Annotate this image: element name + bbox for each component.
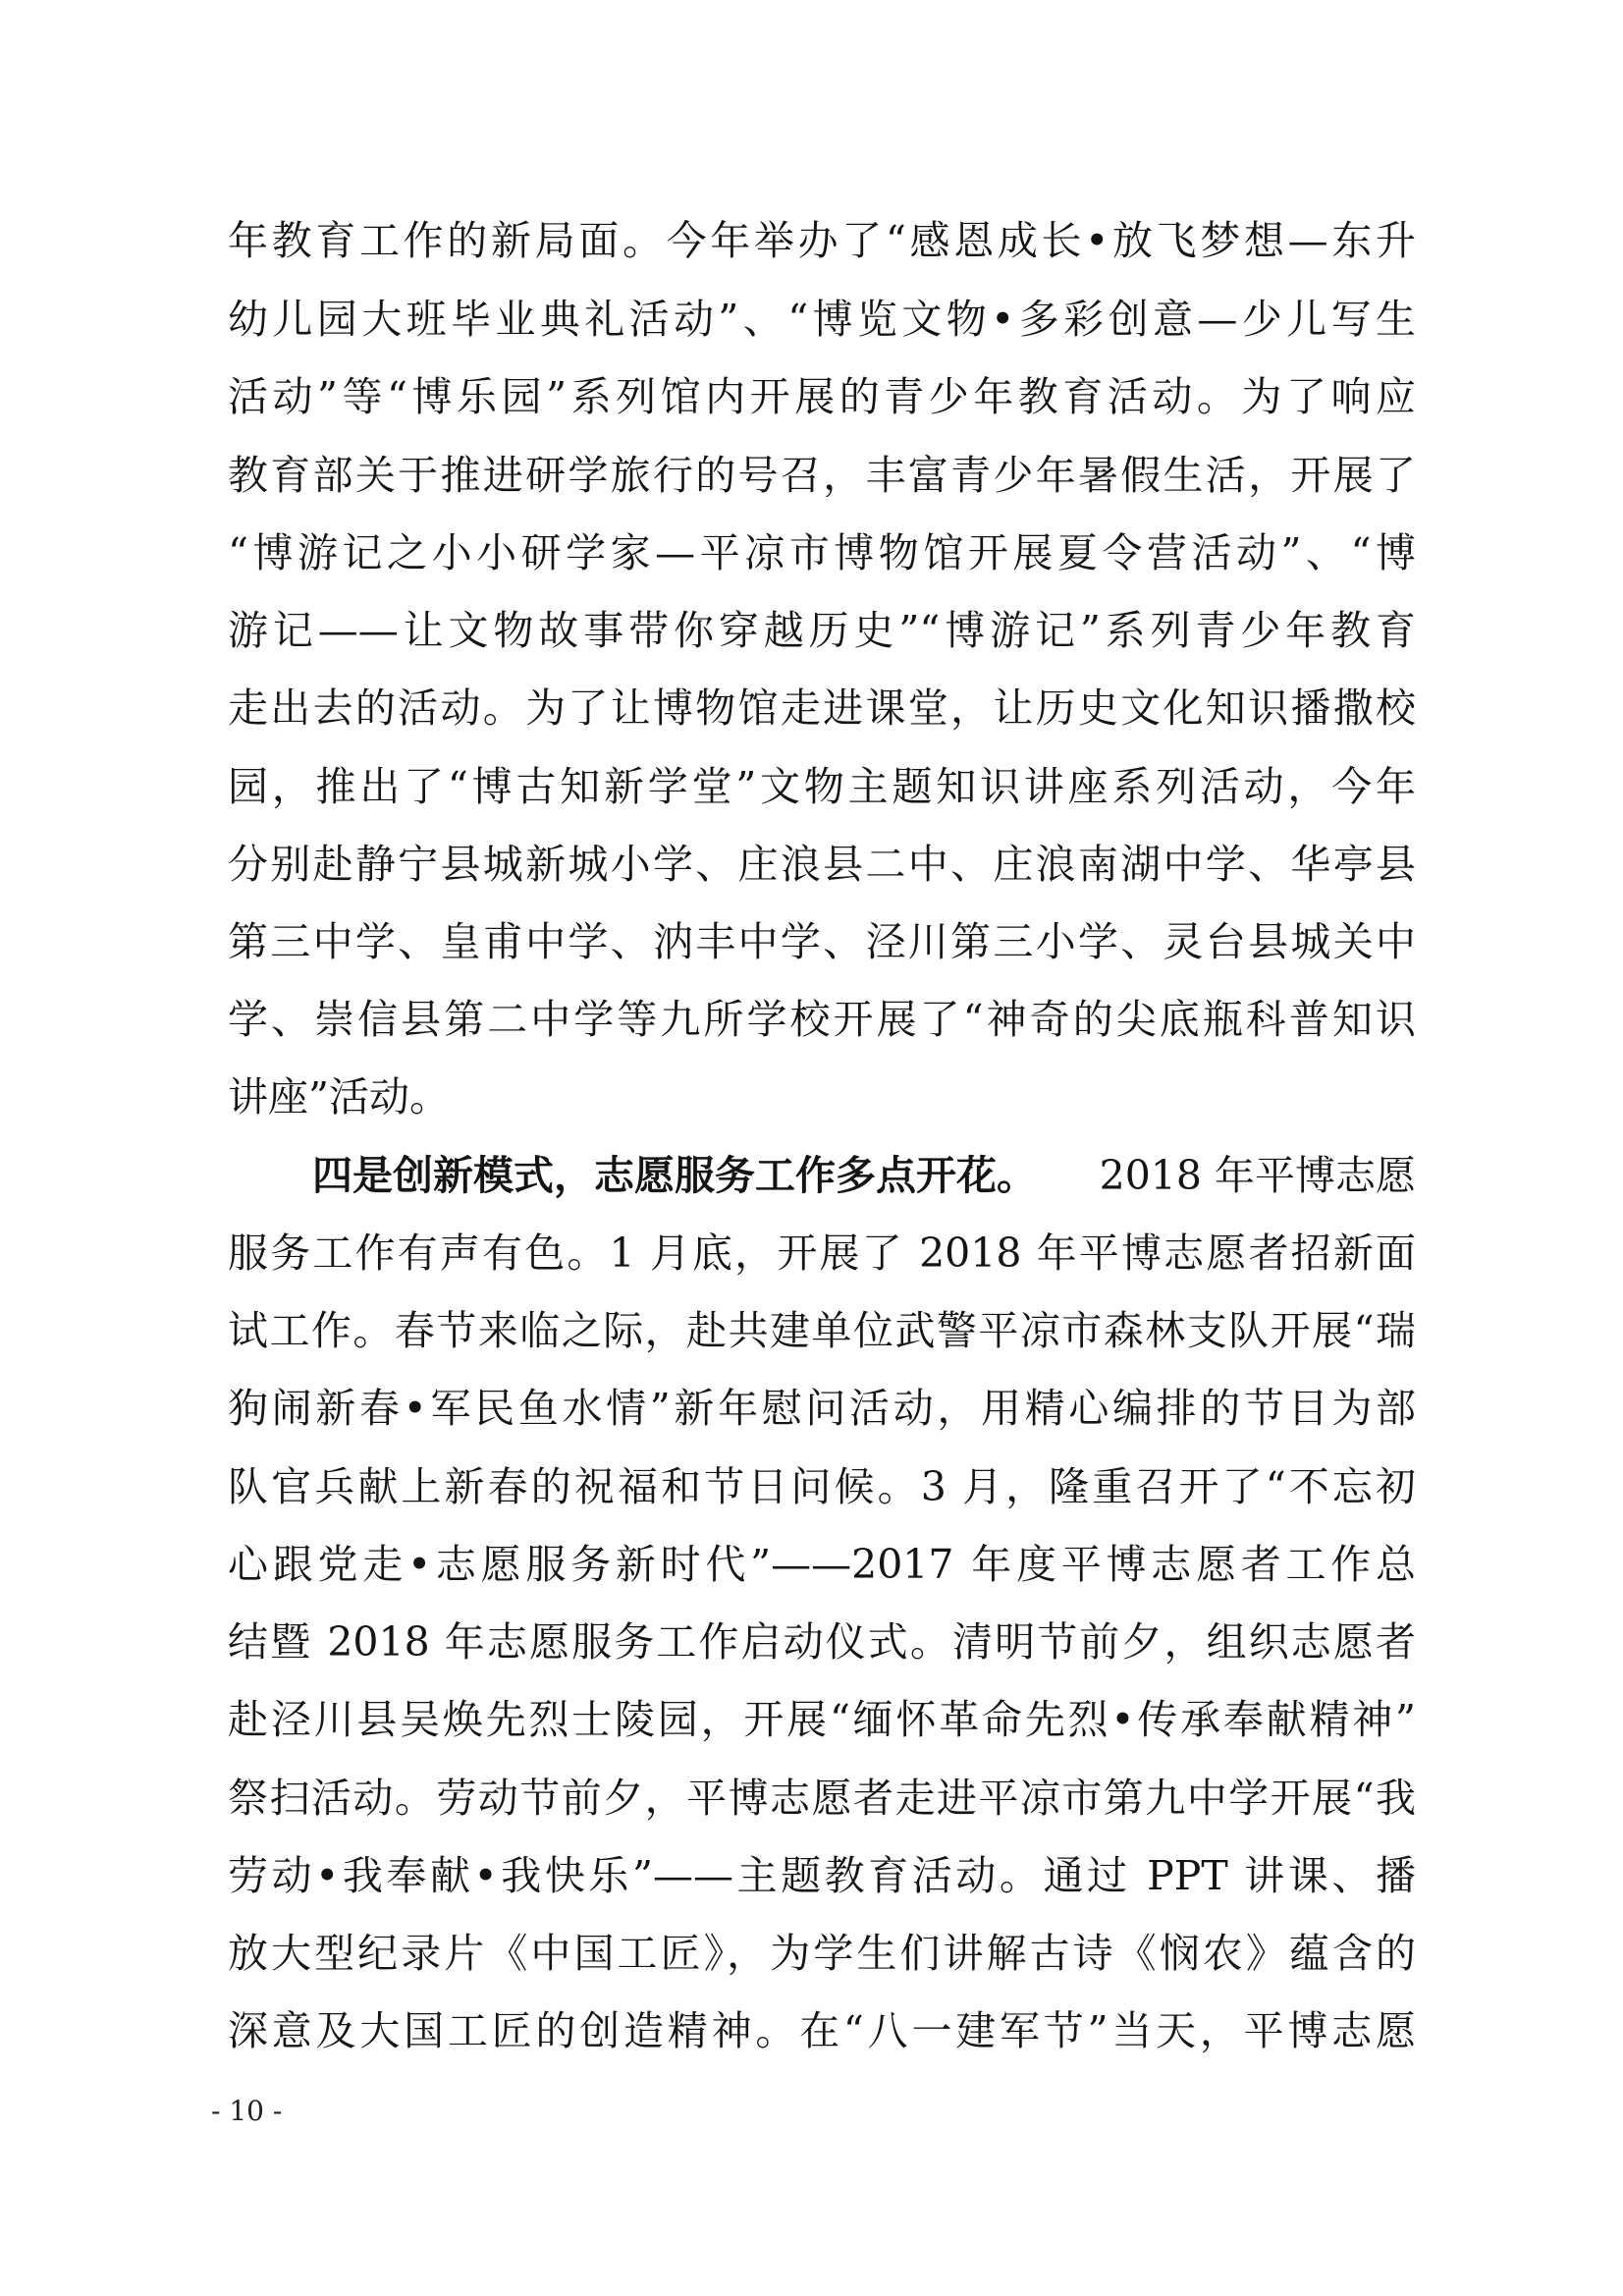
paragraph-line: 幼儿园大班毕业典礼活动”、“博览文物•多彩创意—少儿写生 bbox=[228, 296, 1416, 343]
paragraph-line-rest: 2018 年平博志愿 bbox=[1099, 1152, 1416, 1199]
paragraph-line: 园，推出了“博古知新学堂”文物主题知识讲座系列活动，今年 bbox=[228, 763, 1416, 810]
paragraph-line: “博游记之小小研学家—平凉市博物馆开展夏令营活动”、“博 bbox=[228, 529, 1416, 576]
paragraph-line: 心跟党走•志愿服务新时代”——2017 年度平博志愿者工作总 bbox=[228, 1541, 1416, 1588]
paragraph-line: 讲座”活动。 bbox=[228, 1073, 450, 1121]
paragraph-line: 放大型纪录片《中国工匠》，为学生们讲解古诗《悯农》蕴含的 bbox=[228, 1930, 1416, 1977]
paragraph-line: 走出去的活动。为了让博物馆走进课堂，让历史文化知识播撒校 bbox=[228, 684, 1416, 732]
paragraph-line: 学、崇信县第二中学等九所学校开展了“神奇的尖底瓶科普知识 bbox=[228, 996, 1416, 1043]
page-number: - 10 - bbox=[211, 2095, 283, 2127]
paragraph-line: 狗闹新春•军民鱼水情”新年慰问活动，用精心编排的节目为部 bbox=[228, 1385, 1416, 1432]
paragraph-line: 队官兵献上新春的祝福和节日问候。3 月，隆重召开了“不忘初 bbox=[228, 1463, 1416, 1510]
paragraph-line: 深意及大国工匠的创造精神。在“八一建军节”当天，平博志愿 bbox=[228, 2007, 1416, 2054]
paragraph-line: 第三中学、皇甫中学、汭丰中学、泾川第三小学、灵台县城关中 bbox=[228, 918, 1416, 965]
paragraph-line: 教育部关于推进研学旅行的号召，丰富青少年暑假生活，开展了 bbox=[228, 452, 1416, 499]
paragraph-line: 劳动•我奉献•我快乐”——主题教育活动。通过 PPT 讲课、播 bbox=[228, 1852, 1416, 1899]
paragraph-line: 结暨 2018 年志愿服务工作启动仪式。清明节前夕，组织志愿者 bbox=[228, 1618, 1416, 1666]
paragraph-line: 年教育工作的新局面。今年举办了“感恩成长•放飞梦想—东升 bbox=[228, 217, 1416, 264]
paragraph-line: 游记——让文物故事带你穿越历史”“博游记”系列青少年教育 bbox=[228, 607, 1416, 654]
paragraph-first-line bbox=[312, 1141, 1416, 1210]
paragraph-line: 祭扫活动。劳动节前夕，平博志愿者走进平凉市第九中学开展“我 bbox=[228, 1775, 1416, 1822]
paragraph-line: 服务工作有声有色。1 月底，开展了 2018 年平博志愿者招新面 bbox=[228, 1230, 1416, 1277]
paragraph-line: 赴泾川县吴焕先烈士陵园，开展“缅怀革命先烈•传承奉献精神” bbox=[228, 1696, 1416, 1743]
section-heading: 四是创新模式，志愿服务工作多点开花。 bbox=[312, 1152, 1037, 1199]
paragraph-line: 分别赴静宁县城新城小学、庄浪县二中、庄浪南湖中学、华亭县 bbox=[228, 841, 1416, 888]
paragraph-line: 活动”等“博乐园”系列馆内开展的青少年教育活动。为了响应 bbox=[228, 373, 1416, 420]
paragraph-line: 试工作。春节来临之际，赴共建单位武警平凉市森林支队开展“瑞 bbox=[228, 1307, 1416, 1354]
